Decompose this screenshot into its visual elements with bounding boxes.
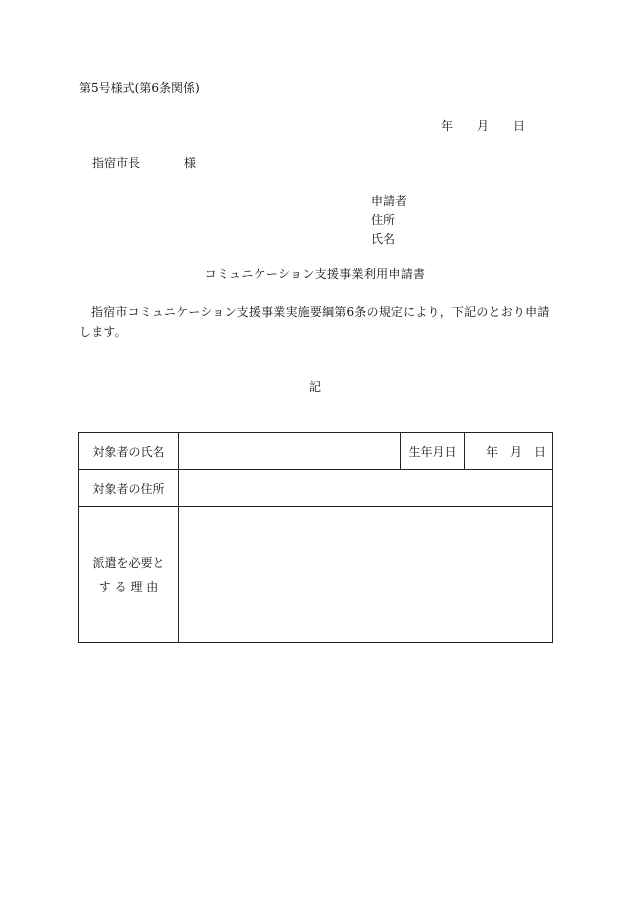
target-name-field[interactable] (179, 433, 401, 470)
ki-heading: 記 (308, 380, 321, 394)
date-day-label: 日 (513, 119, 526, 133)
applicant-name-label: 氏名 (371, 232, 396, 246)
applicant-block (371, 192, 407, 249)
reason-field[interactable] (179, 507, 553, 643)
detail-table (78, 432, 553, 643)
table-row (79, 470, 553, 507)
table-row (79, 507, 553, 643)
reason-label-line1: 派遣を必要と (92, 555, 165, 570)
addressee-name: 指宿市長 (92, 156, 141, 170)
applicant-label: 申請者 (371, 194, 408, 208)
body-paragraph: 指宿市コミュニケーション支援事業実施要綱第6条の規定により，下記のとおり申請します。 (79, 305, 550, 339)
applicant-address-label: 住所 (371, 213, 396, 227)
target-name-label: 対象者の氏名 (79, 433, 179, 470)
date-month-label: 月 (477, 119, 490, 133)
addressee-honorific: 様 (184, 156, 197, 170)
document-title: コミュニケーション支援事業利用申請書 (204, 267, 426, 281)
target-address-field[interactable] (179, 470, 553, 507)
table-row (79, 433, 553, 470)
form-number: 第5号様式(第6条関係) (79, 81, 200, 95)
target-address-label: 対象者の住所 (79, 470, 179, 507)
dob-label: 生年月日 (401, 433, 465, 470)
reason-label (79, 507, 179, 643)
date-year-label: 年 (441, 119, 454, 133)
reason-label-line2: す る 理 由 (98, 579, 159, 594)
submission-date (441, 118, 525, 134)
dob-field[interactable]: 年 月 日 (465, 433, 553, 470)
